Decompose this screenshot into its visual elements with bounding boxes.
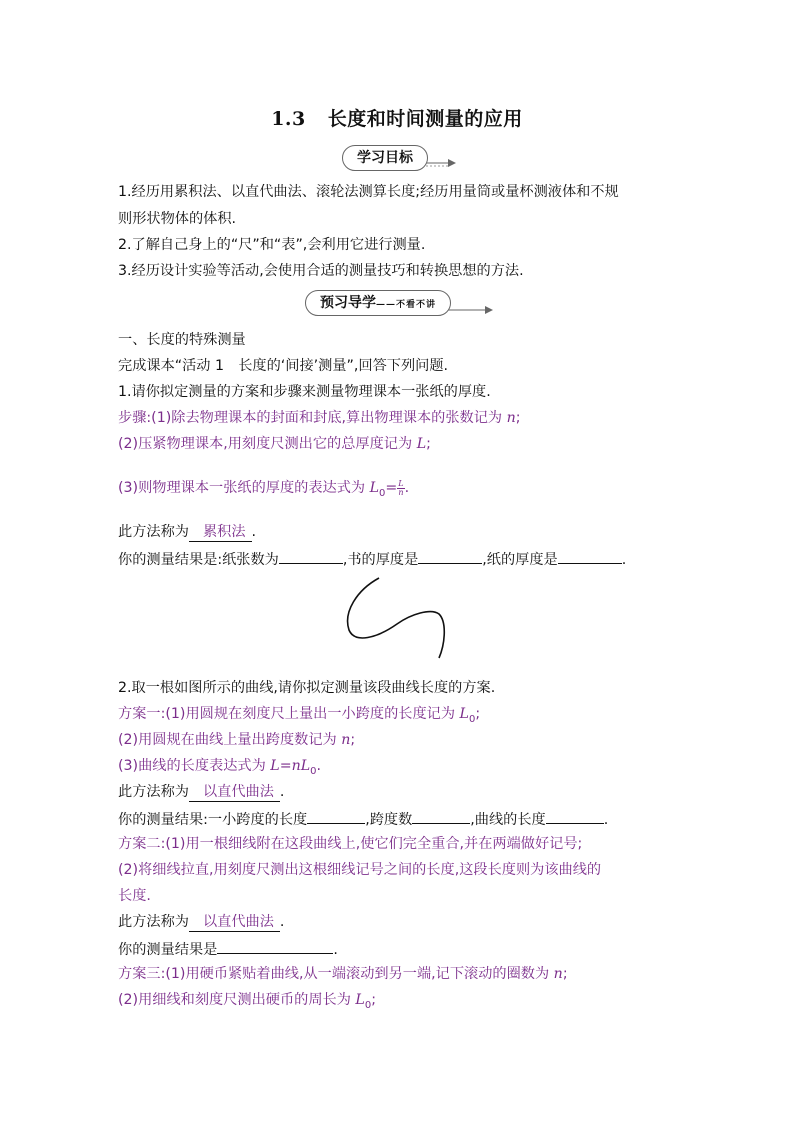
method-2: 此方法称为 以直代曲法 . (118, 784, 285, 800)
answer-blank[interactable] (418, 548, 482, 564)
plan-3-step-1: 方案三:(1)用硬币紧贴着曲线,从一端滚动到另一端,记下滚动的圈数为 n; (118, 966, 568, 982)
answer-blank[interactable] (217, 938, 333, 954)
answer-blank[interactable] (558, 548, 622, 564)
step-2: (2)压紧物理课本,用刻度尺测出它的总厚度记为 L; (118, 436, 431, 452)
badge-label: 预习导学——不看不讲 (305, 290, 451, 316)
answer-blank[interactable] (546, 808, 604, 824)
plan-1-step-1: 方案一:(1)用圆规在刻度尺上量出一小跨度的长度记为 $L_0$; (118, 706, 481, 725)
result-3: 你的测量结果是 . (118, 938, 678, 960)
activity-intro: 完成课本“活动 1 长度的‘间接’测量”,回答下列问题. (118, 358, 449, 374)
plan-1-step-3: (3)曲线的长度表达式为 $L=nL_0$. (118, 758, 322, 777)
section-badge-goals (338, 145, 458, 169)
answer-blank[interactable] (307, 808, 365, 824)
result-1: 你的测量结果是:纸张数为 ,书的厚度是 ,纸的厚度是 . (118, 548, 678, 570)
fraction: $\frac{L}{n}$ (398, 478, 404, 497)
answer-blank[interactable] (412, 808, 470, 824)
method-3: 此方法称为 以直代曲法 . (118, 914, 285, 930)
section-heading: 一、长度的特殊测量 (118, 332, 246, 348)
curve-figure (335, 572, 455, 662)
goal-line-4: 3.经历设计实验等活动,会使用合适的测量技巧和转换思想的方法. (118, 263, 524, 279)
answer-blank[interactable]: 以直代曲法 (189, 914, 280, 932)
question-2: 2.取一根如图所示的曲线,请你拟定测量该段曲线长度的方案. (118, 680, 496, 696)
plan-2-step-1: 方案二:(1)用一根细线附在这段曲线上,使它们完全重合,并在两端做好记号; (118, 836, 583, 852)
goal-line-2: 则形状物体的体积. (118, 211, 237, 227)
method-1: 此方法称为 累积法 . (118, 524, 257, 540)
badge-label: 学习目标 (342, 145, 428, 171)
plan-3-step-2: (2)用细线和刻度尺测出硬币的周长为 $L_0$; (118, 992, 376, 1011)
section-badge-preview (305, 290, 495, 314)
goal-line-3: 2.了解自己身上的“尺”和“表”,会利用它进行测量. (118, 237, 426, 253)
plan-1-step-2: (2)用圆规在曲线上量出跨度数记为 n; (118, 732, 356, 748)
answer-blank[interactable]: 以直代曲法 (189, 784, 280, 802)
goal-line-1: 1.经历用累积法、以直代曲法、滚轮法测算长度;经历用量筒或量杯测液体和不规 (118, 184, 619, 200)
plan-2-step-3: 长度. (118, 888, 151, 904)
result-2: 你的测量结果:一小跨度的长度 ,跨度数 ,曲线的长度 . (118, 808, 678, 830)
answer-blank[interactable] (279, 548, 343, 564)
plan-2-step-2: (2)将细线拉直,用刻度尺测出这根细线记号之间的长度,这段长度则为该曲线的 (118, 862, 602, 878)
page-title: 1.3 长度和时间测量的应用 (271, 108, 523, 130)
step-3: (3)则物理课本一张纸的厚度的表达式为 $L_0=$ $\frac{L}{n}$ . (118, 478, 410, 499)
step-1: 步骤:(1)除去物理课本的封面和封底,算出物理课本的张数记为 n; (118, 410, 521, 426)
answer-blank[interactable]: 累积法 (189, 524, 252, 542)
question-1: 1.请你拟定测量的方案和步骤来测量物理课本一张纸的厚度. (118, 384, 491, 400)
